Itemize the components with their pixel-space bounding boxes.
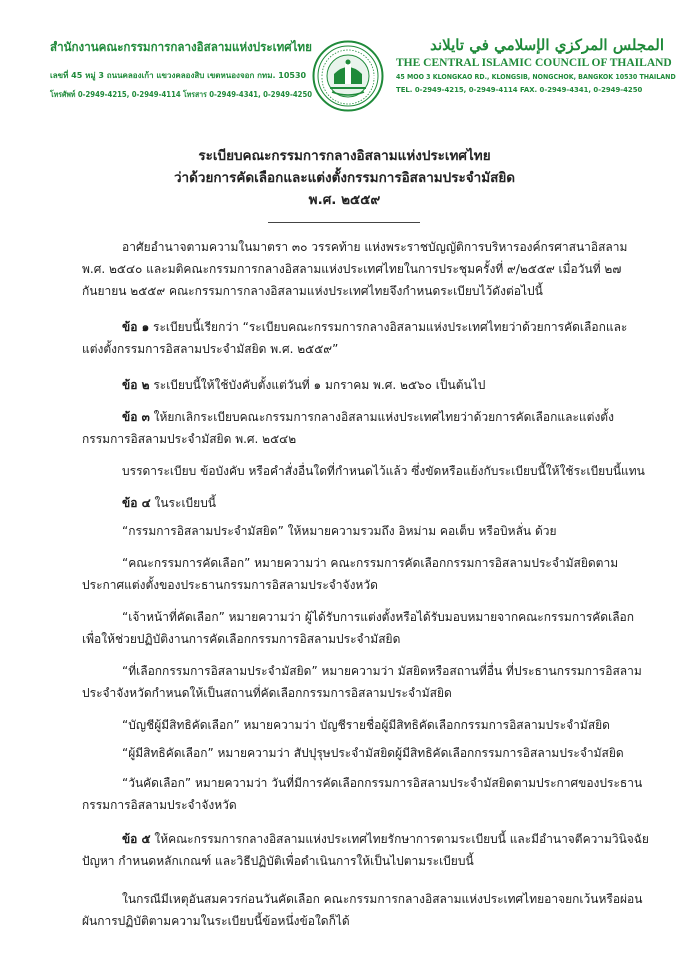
- definition-line: “วันคัดเลือก” หมายความว่า วันที่มีการคัดเลือกกรรมการอิสลามประจำมัสยิดตามประกาศของประธาน: [122, 776, 643, 790]
- document-subtitle: ว่าด้วยการคัดเลือกและแต่งตั้งกรรมการอิสลามประจำมัสยิด: [173, 170, 516, 186]
- document-year: พ.ศ. ๒๕๕๙: [308, 192, 381, 208]
- clause-3-para: บรรดาระเบียบ ข้อบังคับ หรือคำสั่งอื่นใดที่กำหนดไว้แล้ว ซึ่งขัดหรือแย้งกับระเบียบนี้ให้ใช้ระเบียบนี้แทน: [122, 464, 645, 478]
- definition-line: “ผู้มีสิทธิคัดเลือก” หมายความว่า สัปปุรุษประจำมัสยิดผู้มีสิทธิคัดเลือกกรรมการอิสลามประจำมัสยิด: [122, 746, 624, 760]
- clause-2-label: ข้อ ๒: [122, 378, 150, 392]
- definition-line: “กรรมการอิสลามประจำมัสยิด” ให้หมายความรวมถึง อิหม่าม คอเต็บ หรือบิหลั่น ด้วย: [122, 524, 557, 538]
- clause-1-text: ระเบียบนี้เรียกว่า “ระเบียบคณะกรรมการกลางอิสลามแห่งประเทศไทยว่าด้วยการคัดเลือกและ: [149, 320, 628, 334]
- definition-line: เพื่อให้ช่วยปฏิบัติงานการคัดเลือกกรรมการอิสลามประจำมัสยิด: [82, 632, 401, 646]
- definition-line: “คณะกรรมการคัดเลือก” หมายความว่า คณะกรรมการคัดเลือกกรรมการอิสลามประจำมัสยิดตาม: [122, 556, 619, 570]
- clause-1: [122, 316, 627, 338]
- definition-line: “เจ้าหน้าที่คัดเลือก” หมายความว่า ผู้ได้รับการแต่งตั้งหรือได้รับมอบหมายจากคณะกรรมการคัดเลือก: [122, 610, 635, 624]
- clause-4-label: ข้อ ๔: [122, 496, 151, 510]
- clause-5-label: ข้อ ๕: [122, 832, 151, 846]
- preamble-line: พ.ศ. ๒๕๔๐ และมติคณะกรรมการกลางอิสลามแห่งประเทศไทยในการประชุมครั้งที่ ๙/๒๕๕๙ เมื่อวันที่ ๒๗: [82, 262, 622, 276]
- org-name-arabic: المجلس المركزي الإسلامي في تايلاند: [430, 36, 664, 54]
- definition-line: “ที่เลือกกรรมการอิสลามประจำมัสยิด” หมายความว่า มัสยิดหรือสถานที่อื่น ที่ประธานกรรมการอิสลาม: [122, 664, 642, 678]
- preamble-line: อาศัยอำนาจตามความในมาตรา ๓๐ วรรคท้าย แห่งพระราชบัญญัติการบริหารองค์กรศาสนาอิสลาม: [122, 240, 628, 254]
- letterhead-thai: [50, 38, 312, 101]
- clause-5: [122, 828, 649, 850]
- org-address-english: 45 MOO 3 KLONGKAO RD., KLONGSIB, NONGCHOK, BANGKOK 10530 THAILAND: [396, 73, 676, 81]
- clause-1-label: ข้อ ๑: [122, 320, 150, 334]
- clause-3-cont: กรรมการอิสลามประจำมัสยิด พ.ศ. ๒๕๔๒: [82, 432, 297, 446]
- council-seal-icon: [312, 40, 384, 112]
- org-name-thai: สำนักงานคณะกรรมการกลางอิสลามแห่งประเทศไทย: [50, 40, 312, 54]
- clause-2-text: ระเบียบนี้ให้ใช้บังคับตั้งแต่วันที่ ๑ มกราคม พ.ศ. ๒๕๖๐ เป็นต้นไป: [149, 378, 486, 392]
- preamble-line: กันยายน ๒๕๕๙ คณะกรรมการกลางอิสลามแห่งประเทศไทยจึงกำหนดระเบียบไว้ดังต่อไปนี้: [82, 284, 543, 298]
- clause-3-label: ข้อ ๓: [122, 410, 150, 424]
- title-divider: [268, 222, 420, 223]
- definition-line: ประกาศแต่งตั้งของประธานกรรมการอิสลามประจำจังหวัด: [82, 578, 378, 592]
- clause-1-cont: แต่งตั้งกรรมการอิสลามประจำมัสยิด พ.ศ. ๒๕๕๙”: [82, 342, 339, 356]
- definition-line: กรรมการอิสลามประจำจังหวัด: [82, 798, 237, 812]
- definition-line: ประจำจังหวัดกำหนดให้เป็นสถานที่คัดเลือกกรรมการอิสลามประจำมัสยิด: [82, 686, 452, 700]
- letterhead-english: [396, 36, 676, 94]
- document-title: ระเบียบคณะกรรมการกลางอิสลามแห่งประเทศไทย: [198, 148, 491, 164]
- org-address-thai: เลขที่ 45 หมู่ 3 ถนนคลองเก้า แขวงคลองสิบ เขตหนองจอก กทม. 10530: [50, 71, 307, 80]
- clause-5-para: ในกรณีมีเหตุอันสมควรก่อนวันคัดเลือก คณะกรรมการกลางอิสลามแห่งประเทศไทยอาจยกเว้นหรือผ่อน: [122, 892, 643, 906]
- clause-4: [122, 492, 216, 514]
- org-phone-english: TEL. 0-2949-4215, 0-2949-4114 FAX. 0-2949-4341, 0-2949-4250: [396, 86, 643, 94]
- org-phone-thai: โทรศัพท์ 0-2949-4215, 0-2949-4114 โทรสาร 0-2949-4341, 0-2949-4250: [50, 90, 313, 99]
- clause-5-cont: ปัญหา กำหนดหลักเกณฑ์ และวิธีปฏิบัติเพื่อดำเนินการให้เป็นไปตามระเบียบนี้: [82, 854, 474, 868]
- clause-2: [122, 374, 485, 396]
- clause-4-text: ในระเบียบนี้: [150, 496, 217, 510]
- clause-5-para: ผันการปฏิบัติตามความในระเบียบนี้ข้อหนึ่งข้อใดก็ได้: [82, 914, 350, 928]
- clause-3: [122, 406, 614, 428]
- definition-line: “บัญชีผู้มีสิทธิคัดเลือก” หมายความว่า บัญชีรายชื่อผู้มีสิทธิคัดเลือกกรรมการอิสลามประจำมัสยิด: [122, 718, 610, 732]
- clause-3-text: ให้ยกเลิกระเบียบคณะกรรมการกลางอิสลามแห่งประเทศไทยว่าด้วยการคัดเลือกและแต่งตั้ง: [149, 410, 614, 424]
- org-name-english: THE CENTRAL ISLAMIC COUNCIL OF THAILAND: [396, 57, 672, 69]
- clause-5-text: ให้คณะกรรมการกลางอิสลามแห่งประเทศไทยรักษาการตามระเบียบนี้ และมีอำนาจตีความวินิจฉัย: [150, 832, 649, 846]
